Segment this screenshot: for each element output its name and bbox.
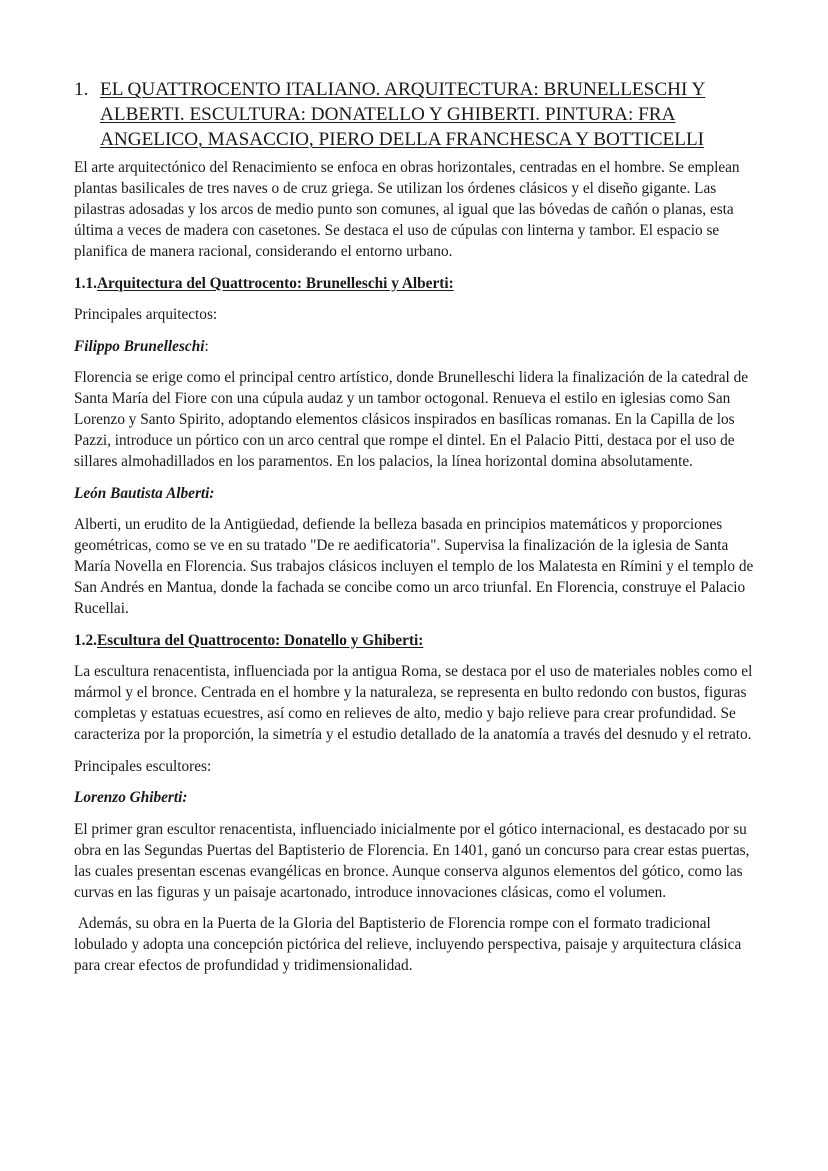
intro-paragraph: El arte arquitectónico del Renacimiento se enfoca en obras horizontales, centradas en el hombre. Se emplean plantas basilicales de tres naves o de cruz griega. Se utilizan los órdenes clásicos y el diseño gigante. Las pilastras adosadas y los arcos de medio punto son comunes, al igual que las bóvedas de cañón o planas, esta última a veces de madera con casetones. Se destaca el uso de cúpulas con linterna y tambor. El espacio se planifica de manera racional, considerando el entorno urbano. — [74, 159, 740, 260]
section-title: Arquitectura del Quattrocento: Brunelleschi y Alberti: — [96, 274, 454, 292]
sculpture-intro-paragraph: La escultura renacentista, influenciada por la antigua Roma, se destaca por el uso de materiales nobles como el mármol y el bronce. Centrada en el hombre y la naturaleza, se representa en bulto redondo con bustos, figuras completas y estatuas ecuestres, así como en relieves de alto, medio y bajo relieve para crear profundidad. Se caracteriza por la proporción, la simetría y el estudio detallado de la anatomía a través del desnudo y el retrato. — [74, 663, 753, 743]
chapter-number: 1. — [74, 79, 89, 100]
architects-lead: Principales arquitectos: — [74, 306, 218, 323]
brunelleschi-heading — [74, 336, 754, 357]
section-heading-sculpture — [74, 630, 754, 651]
chapter-heading — [74, 77, 754, 152]
alberti-paragraph: Alberti, un erudito de la Antigüedad, defiende la belleza basada en principios matemáticos y proporciones geométricas, como se ve en su tratado "De re aedificatoria". Supervisa la finalización de la iglesia de Santa María Novella en Florencia. Sus trabajos clásicos incluyen el templo de los Malatesta en Rímini y el templo de San Andrés en Mantua, donde la fachada se concibe como un arco triunfal. En Florencia, construye el Palacio Rucellai. — [74, 516, 754, 617]
section-title: Escultura del Quattrocento: Donatello y Ghiberti: — [96, 631, 424, 649]
section-heading-architecture — [74, 273, 754, 294]
person-name: Filippo Brunelleschi — [74, 337, 205, 355]
section-number: 1.2. — [74, 631, 97, 649]
person-name-colon: : — [204, 337, 209, 355]
sculptors-lead: Principales escultores: — [74, 757, 212, 775]
alberti-heading: León Bautista Alberti: — [74, 484, 215, 502]
section-number: 1.1. — [74, 274, 97, 292]
chapter-title: EL QUATTROCENTO ITALIANO. ARQUITECTURA: BRUNELLESCHI Y ALBERTI. ESCULTURA: DONATELLO Y GHIBERTI. PINTURA: FRA ANGELICO, MASACCIO, PIERO DELLA FRANCHESCA Y BOTTICELLI — [100, 79, 706, 150]
ghiberti-paragraph-1: El primer gran escultor renacentista, influenciado inicialmente por el gótico internacional, es destacado por su obra en las Segundas Puertas del Baptisterio de Florencia. En 1401, ganó un concurso para crear estas puertas, las cuales presentan escenas evangélicas en bronce. Aunque conserva algunos elementos del gótico, como las curvas en las figuras y un paisaje acartonado, introduce innovaciones clásicas, como el volumen. — [74, 820, 750, 901]
brunelleschi-paragraph: Florencia se erige como el principal centro artístico, donde Brunelleschi lidera la finalización de la catedral de Santa María del Fiore con una cúpula audaz y un tambor octogonal. Renueva el estilo en iglesias como San Lorenzo y Santo Spirito, adoptando elementos clásicos inspirados en basílicas romanas. En la Capilla de los Pazzi, introduce un pórtico con un arco central que rompe el dintel. En el Palacio Pitti, destaca por el uso de sillares almohadillados en los paramentos. En los palacios, la línea horizontal domina absolutamente. — [74, 369, 749, 470]
ghiberti-paragraph-2: Además, su obra en la Puerta de la Gloria del Baptisterio de Florencia rompe con el formato tradicional lobulado y adopta una concepción pictórica del relieve, incluyendo perspectiva, paisaje y arquitectura clásica para crear efectos de profundidad y tridimensionalidad. — [74, 915, 746, 974]
ghiberti-heading: Lorenzo Ghiberti: — [74, 789, 188, 806]
